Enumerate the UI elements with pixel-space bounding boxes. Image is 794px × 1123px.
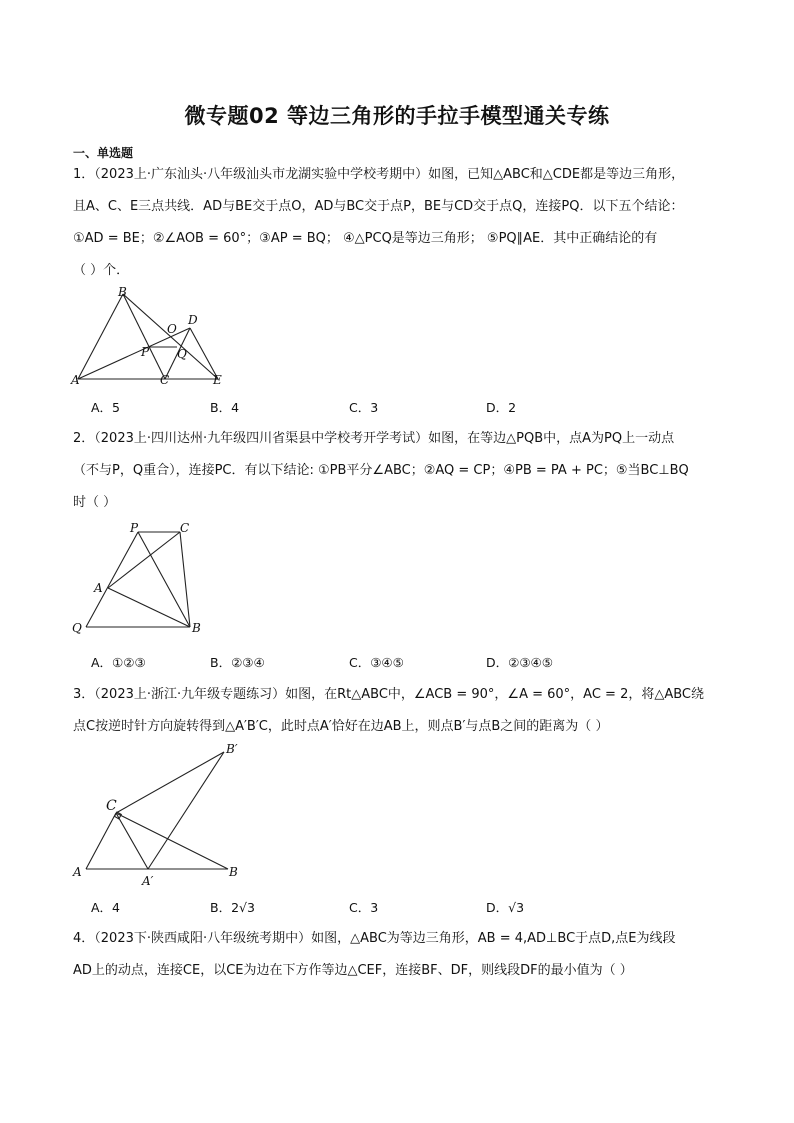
q1-option-b: B．4 xyxy=(210,400,240,415)
q1-option-c: C．3 xyxy=(349,400,379,415)
q2-label-Q: Q xyxy=(72,621,82,635)
q3-option-a: A．4 xyxy=(91,900,121,915)
q3-option-b: B．2√3 xyxy=(210,900,255,915)
q4-line-2: AD上的动点，连接CE，以CE为边在下方作等边△CEF，连接BF、DF，则线段DF的最小值为（ ） xyxy=(73,963,633,978)
q2-label-C: C xyxy=(180,521,190,535)
q2-label-A: A xyxy=(94,581,103,595)
q1-line-1: 1．（2023上·广东汕头·八年级汕头市龙湖实验中学校考期中）如图，已知△ABC和△CDE都是等边三角形， xyxy=(73,167,685,182)
q3-label-C: C xyxy=(106,798,117,814)
q2-label-P: P xyxy=(130,521,139,535)
q2-option-c: C．③④⑤ xyxy=(349,655,404,670)
q2-figure xyxy=(68,522,218,644)
q2-option-d: D．②③④⑤ xyxy=(486,655,553,670)
q1-label-E: E xyxy=(213,373,222,387)
q3-figure xyxy=(68,738,253,892)
q1-line-3: ①AD = BE；②∠AOB = 60°；③AP = BQ； ④△PCQ是等边三角形； ⑤PQ∥AE．其中正确结论的有 xyxy=(73,231,658,246)
q1-label-C: C xyxy=(160,373,170,387)
q3-label-B: B xyxy=(229,865,238,879)
q3-line-2: 点C按逆时针方向旋转得到△A′B′C，此时点A′恰好在边AB上，则点B′与点B之间的距离为（ ） xyxy=(73,719,609,734)
q2-line-3: 时（ ） xyxy=(73,495,117,510)
q2-line-1: 2．（2023上·四川达州·九年级四川省渠县中学校考开学考试）如图，在等边△PQB中，点A为PQ上一动点 xyxy=(73,431,675,446)
q1-label-P: P xyxy=(141,345,150,359)
q2-label-B: B xyxy=(192,621,201,635)
q3-label-A: A xyxy=(73,865,82,879)
q1-option-d: D．2 xyxy=(486,400,517,415)
q2-line-2: （不与P，Q重合），连接PC．有以下结论: ①PB平分∠ABC；②AQ = CP；④PB = PA + PC；⑤当BC⊥BQ xyxy=(73,463,689,478)
q1-figure xyxy=(70,284,230,393)
q1-line-2: 且A、C、E三点共线．AD与BE交于点O，AD与BC交于点P，BE与CD交于点Q，连接PQ．以下五个结论： xyxy=(73,199,684,214)
q3-label-b-prime: B′ xyxy=(226,742,238,756)
q1-label-A: A xyxy=(71,373,80,387)
q1-label-Q: Q xyxy=(177,347,187,361)
q3-option-c: C．3 xyxy=(349,900,379,915)
q1-line-4: （ ）个． xyxy=(73,263,130,278)
q1-option-a: A．5 xyxy=(91,400,121,415)
q1-label-D: D xyxy=(188,313,198,327)
q3-label-a-prime: A′ xyxy=(142,874,154,888)
q2-option-a: A．①②③ xyxy=(91,655,146,670)
page-title: 微专题02 等边三角形的手拉手模型通关专练 xyxy=(184,104,610,128)
q3-line-1: 3．（2023上·浙江·九年级专题练习）如图，在Rt△ABC中，∠ACB = 90°，∠A = 60°，AC = 2，将△ABC绕 xyxy=(73,687,704,702)
q2-option-b: B．②③④ xyxy=(210,655,265,670)
q4-line-1: 4．（2023下·陕西咸阳·八年级统考期中）如图，△ABC为等边三角形，AB = 4,AD⊥BC于点D,点E为线段 xyxy=(73,931,676,946)
section-heading: 一、单选题 xyxy=(73,146,134,160)
q1-label-B: B xyxy=(118,285,127,299)
q1-label-O: O xyxy=(167,322,177,336)
q3-option-d: D．√3 xyxy=(486,900,525,915)
